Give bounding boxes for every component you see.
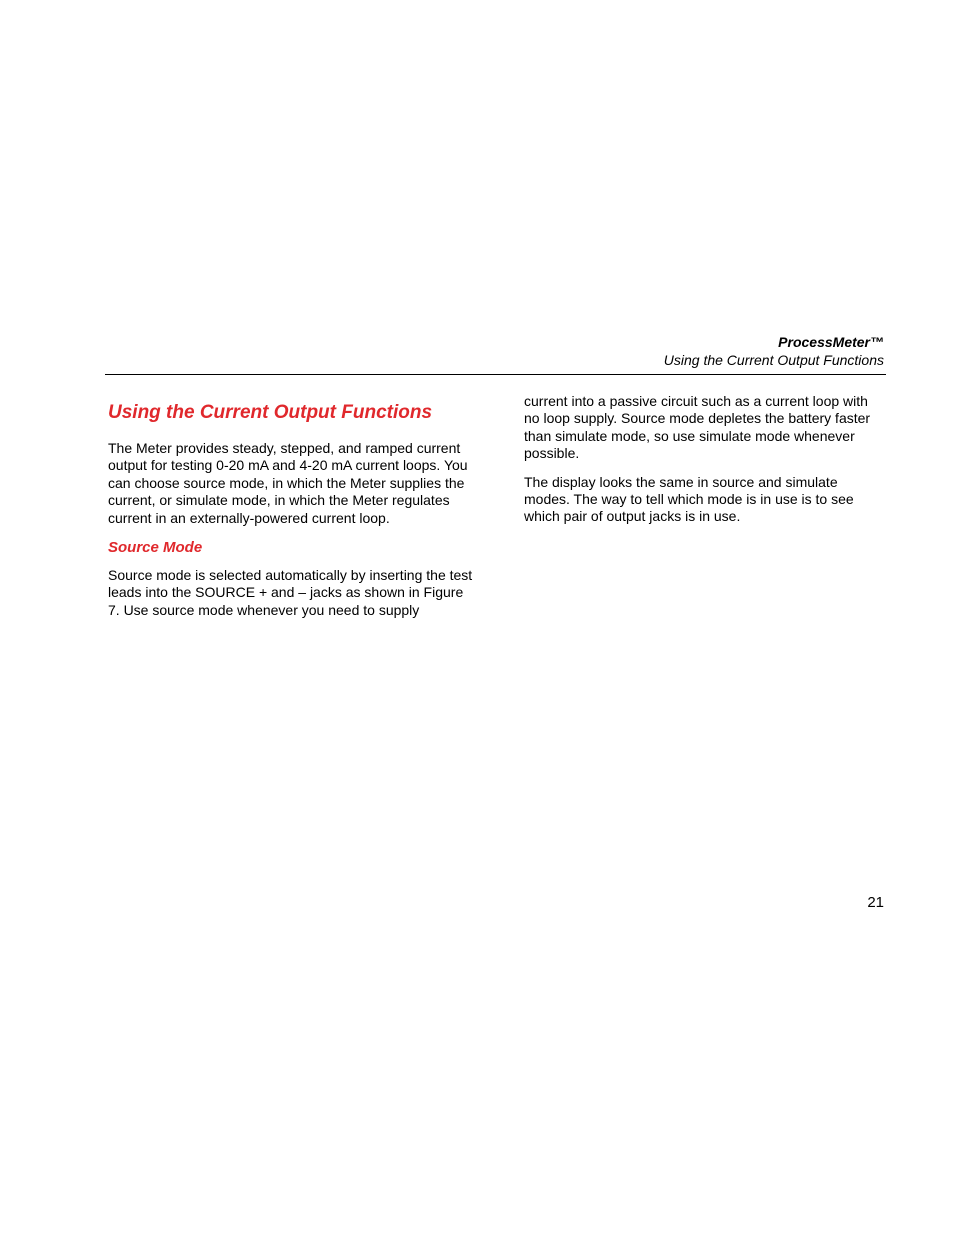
intro-paragraph: The Meter provides steady, stepped, and ramped current output for testing 0-20 mA and 4-20 mA current loops. You can choose source mode, in which the Meter supplies the current, or simulate mode, in which the Meter regulates current in an externally-powered current loop. [108, 440, 468, 526]
source-mode-paragraph: Source mode is selected automatically by inserting the test leads into the SOURCE + and – jacks as shown in Figure 7. Use source mode whenever you need to supply [108, 567, 473, 618]
left-column [108, 400, 473, 630]
header-divider [105, 374, 886, 375]
running-header [664, 333, 884, 369]
page-number: 21 [867, 894, 884, 911]
right-column [524, 393, 884, 537]
running-section-title: Using the Current Output Functions [663, 352, 884, 368]
product-name: ProcessMeter™ [778, 334, 884, 350]
continuation-paragraph: current into a passive circuit such as a current loop with no loop supply. Source mode depletes the battery faster than simulate mode, so use simulate mode whenever possible. [524, 393, 871, 462]
source-mode-heading: Source Mode [108, 539, 203, 557]
display-paragraph: The display looks the same in source and simulate modes. The way to tell which mode is in use is to see which pair of output jacks is in use. [524, 473, 854, 525]
section-heading: Using the Current Output Functions [108, 402, 433, 423]
